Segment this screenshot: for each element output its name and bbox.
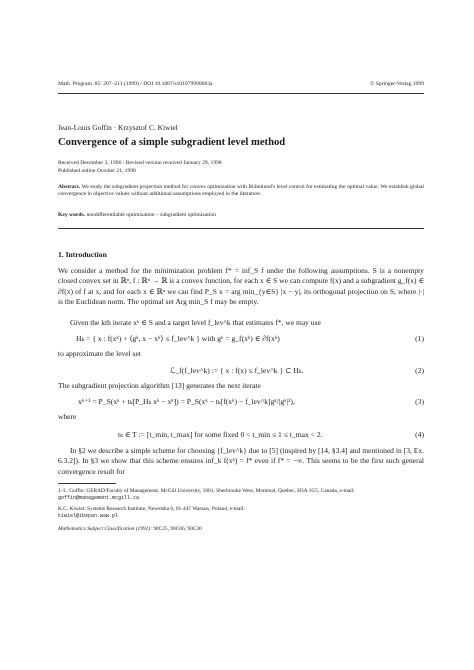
published-date: Published online October 21, 1998 <box>58 168 136 174</box>
footnote-msc <box>58 526 424 533</box>
equation-2-formula: ℒ_f(f_lev^k) := { x : f(x) ≤ f_lev^k } ⊂ Hₖ. <box>170 366 304 375</box>
received-date: Received December 3, 1996 / Revised version received January 29, 1998 <box>58 160 222 166</box>
equation-2 <box>58 366 424 378</box>
keywords <box>58 212 216 218</box>
paragraph-6: In §2 we describe a simple scheme for choosing {f_lev^k} due to [5] (inspired by [14, §3.4] and mentioned in [3, Ex. 6.3.2]). In §3 we show that this scheme ensures inf_k f(xᵏ) = f* even if f* = −∞. This seems to be the first such general convergence result for <box>58 446 424 476</box>
footnote-kiwiel-text: K.C. Kiwiel: Systems Research Institute, Newelska 6, 01-447 Warsaw, Poland, e-mail: <box>58 506 245 512</box>
section-rule <box>58 228 424 229</box>
equation-1-formula: Hₖ = { x : f(xᵏ) + ⟨gᵏ, x − xᵏ⟩ ≤ f_lev^k } with gᵏ = g_f(xᵏ) ∈ ∂f(xᵏ) <box>76 334 280 343</box>
paragraph-3: to approximate the level set <box>58 349 141 358</box>
equation-3-formula: xᵏ⁺¹ = P_S(xᵏ + tₖ[P_Hₖ xᵏ − xᵏ]) = P_S(xᵏ − tₖ[f(xᵏ) − f_lev^k]gᵏ/|gᵏ|²), <box>78 397 295 406</box>
author-list: Jean-Louis Goffin · Krzysztof C. Kiwiel <box>58 123 178 132</box>
goffin-email-link[interactable]: goffin@management.mcgill.ca <box>58 495 140 502</box>
section-heading: 1. Introduction <box>58 250 107 259</box>
keywords-text: nondifferentiable optimization – subgradient optimization <box>86 212 216 218</box>
equation-4 <box>58 430 424 442</box>
paper-title: Convergence of a simple subgradient level method <box>58 137 286 148</box>
paragraph-2: Given the kth iterate xᵏ ∈ S and a target level f_lev^k that estimates f*, we may use <box>70 318 321 327</box>
equation-4-number: (4) <box>415 430 424 439</box>
footnote-goffin-text: J.-L. Goffin: GERAD/Faculty of Management, McGill University, 1001, Sherbrooke West, Montreal, Quebec, H3A 1G5, Canada, e-mail: <box>58 488 355 494</box>
abstract <box>58 184 424 198</box>
equation-1-number: (1) <box>415 334 424 343</box>
abstract-label: Abstract. <box>58 184 81 190</box>
equation-2-number: (2) <box>415 366 424 375</box>
kiwiel-email-link[interactable]: kiwiel@ibspan.waw.pl <box>58 513 119 520</box>
copyright-notice: © Springer-Verlag 1999 <box>370 81 424 87</box>
paragraph-5: where <box>58 412 77 421</box>
paper-page <box>58 0 424 670</box>
footnote-kiwiel <box>58 506 424 521</box>
paragraph-4: The subgradient projection algorithm [13] generates the next iterate <box>58 381 261 390</box>
equation-3 <box>58 397 424 409</box>
equation-3-number: (3) <box>415 397 424 406</box>
keywords-label: Key words. <box>58 212 86 218</box>
footnote-goffin <box>58 488 424 503</box>
equation-4-formula: tₖ ∈ T := [t_min, t_max] for some fixed 0 < t_min ≤ 1 ≤ t_max < 2. <box>118 430 323 439</box>
publication-dates <box>58 159 222 175</box>
header-rule <box>58 93 424 94</box>
footnote-rule <box>58 483 116 484</box>
paragraph-1: We consider a method for the minimization problem f* = inf_S f under the following assumptions. S is a nonempty closed convex set in ℝⁿ, f : ℝⁿ → ℝ is a convex function, for each x ∈ S we can compute f(x) and a subgradient g_f(x) ∈ ∂f(x) of f at x, and for each x ∈ ℝⁿ we can find P_S x = arg min_{y∈S} |x − y|, its orthogonal projection on S, where |·| is the Euclidean norm. The optimal set Arg min_S f may be empty. <box>58 266 424 307</box>
journal-citation: Math. Program. 85: 207–211 (1999) / DOI 10.1007/s101079900003a <box>58 81 213 87</box>
running-header <box>58 81 424 87</box>
msc-label: Mathematics Subject Classification (1991): <box>58 526 152 532</box>
msc-codes: 90C25, 90C06, 90C30 <box>153 526 202 532</box>
abstract-text: We study the subgradient projection method for convex optimization with Brännlund's level control for estimating the optimal value. We establish global convergence in objective values without additional assumptions employed in the literature. <box>58 184 424 198</box>
equation-1 <box>58 334 424 346</box>
